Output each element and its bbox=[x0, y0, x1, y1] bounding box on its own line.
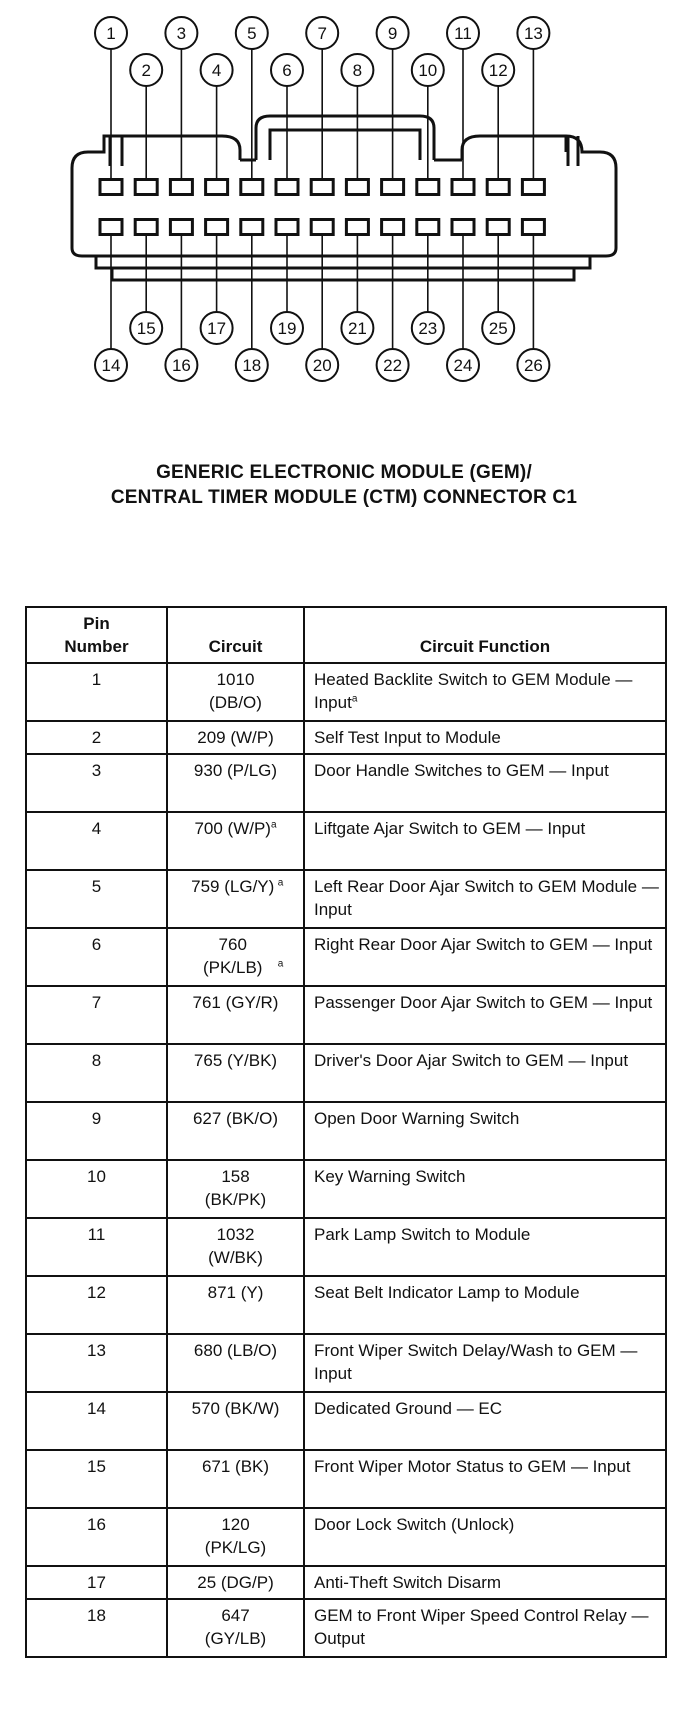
circuit-cell bbox=[167, 1044, 304, 1102]
pin-number-cell bbox=[26, 1218, 167, 1276]
pin-slot-21 bbox=[346, 220, 368, 235]
circuit-id: 627 (BK/O) bbox=[192, 1109, 279, 1128]
table-row bbox=[26, 1102, 666, 1160]
circuit-cell bbox=[167, 721, 304, 754]
callout-label: 23 bbox=[418, 319, 438, 338]
circuit-function-cell bbox=[304, 1508, 666, 1566]
circuit-cell bbox=[167, 1392, 304, 1450]
top-callout-1 bbox=[95, 17, 127, 49]
pin-number-cell bbox=[26, 1599, 167, 1657]
pin-number-cell bbox=[26, 721, 167, 754]
pin-number: 14 bbox=[87, 1399, 106, 1418]
circuit-function-cell bbox=[304, 1276, 666, 1334]
header-circuit-function: Circuit Function bbox=[304, 607, 666, 663]
header-circuit: Circuit bbox=[167, 607, 304, 663]
callout-label: 11 bbox=[454, 24, 472, 43]
circuit-function-cell bbox=[304, 754, 666, 812]
pin-number: 13 bbox=[87, 1341, 106, 1360]
circuit-function-cell bbox=[304, 1450, 666, 1508]
callout-label: 25 bbox=[488, 319, 508, 338]
table-row bbox=[26, 754, 666, 812]
diagram-caption-line1: GENERIC ELECTRONIC MODULE (GEM)/ bbox=[156, 462, 532, 483]
circuit-id: 680 (LB/O) bbox=[193, 1341, 278, 1360]
pin-slot-15 bbox=[135, 220, 157, 235]
circuit-cell bbox=[167, 870, 304, 928]
pin-number: 17 bbox=[87, 1573, 106, 1592]
circuit-function: Key Warning Switch bbox=[314, 1167, 466, 1186]
circuit-id: 671 (BK) bbox=[201, 1457, 270, 1476]
callout-label: 20 bbox=[312, 356, 332, 375]
circuit-function-cell bbox=[304, 1044, 666, 1102]
pin-slot-3 bbox=[170, 180, 192, 195]
pin-slot-1 bbox=[100, 180, 122, 195]
connector-diagram bbox=[0, 0, 688, 420]
circuit-id: 700 (W/P) bbox=[194, 819, 271, 838]
circuit-function-cell bbox=[304, 870, 666, 928]
pin-number-cell bbox=[26, 1392, 167, 1450]
bottom-callout-20 bbox=[306, 349, 338, 381]
circuit-cell bbox=[167, 812, 304, 870]
circuit-function: Door Handle Switches to GEM — Input bbox=[314, 761, 609, 780]
pin-number: 6 bbox=[91, 935, 102, 954]
callout-label: 12 bbox=[488, 61, 508, 80]
pin-number-cell bbox=[26, 870, 167, 928]
circuit-id: 209 (W/P) bbox=[197, 728, 274, 747]
circuit-id: 761 (GY/R) bbox=[192, 993, 279, 1012]
table-row bbox=[26, 1160, 666, 1218]
pin-slot-25 bbox=[487, 220, 509, 235]
circuit-cell bbox=[167, 754, 304, 812]
callout-label: 4 bbox=[211, 61, 222, 80]
top-callout-2 bbox=[130, 54, 162, 86]
bottom-callout-16 bbox=[165, 349, 197, 381]
table-row bbox=[26, 1218, 666, 1276]
circuit-function-cell bbox=[304, 812, 666, 870]
callout-label: 9 bbox=[387, 24, 398, 43]
circuit-function: Front Wiper Switch Delay/Wash to GEM — Input bbox=[314, 1341, 638, 1383]
bottom-callout-25 bbox=[482, 312, 514, 344]
pin-number-cell bbox=[26, 812, 167, 870]
footnote-marker: a bbox=[277, 958, 284, 970]
pin-number: 11 bbox=[87, 1225, 106, 1244]
pin-number: 9 bbox=[91, 1109, 102, 1128]
pin-slot-19 bbox=[276, 220, 298, 235]
pin-number: 8 bbox=[91, 1051, 102, 1070]
top-callout-9 bbox=[377, 17, 409, 49]
pinout-table bbox=[25, 606, 667, 1658]
pin-slot-13 bbox=[522, 180, 544, 195]
pin-number: 4 bbox=[91, 819, 102, 838]
circuit-function-cell bbox=[304, 1218, 666, 1276]
pin-slot-7 bbox=[311, 180, 333, 195]
pin-number-cell bbox=[26, 1450, 167, 1508]
callout-label: 6 bbox=[282, 61, 292, 80]
callout-label: 13 bbox=[523, 24, 543, 43]
pin-slot-20 bbox=[311, 220, 333, 235]
callout-label: 8 bbox=[352, 61, 363, 80]
table-row bbox=[26, 1392, 666, 1450]
circuit-function-cell bbox=[304, 1392, 666, 1450]
top-callout-8 bbox=[341, 54, 373, 86]
pin-slot-4 bbox=[206, 180, 228, 195]
callout-label: 17 bbox=[207, 319, 227, 338]
pin-number-cell bbox=[26, 1160, 167, 1218]
circuit-id: 930 (P/LG) bbox=[193, 761, 278, 780]
circuit-function-cell bbox=[304, 1334, 666, 1392]
circuit-function: Driver's Door Ajar Switch to GEM — Input bbox=[314, 1051, 629, 1070]
footnote-marker: a bbox=[270, 819, 277, 831]
pin-slot-17 bbox=[206, 220, 228, 235]
table-row bbox=[26, 1599, 666, 1657]
pin-slot-16 bbox=[170, 220, 192, 235]
callout-label: 14 bbox=[101, 356, 121, 375]
callout-label: 1 bbox=[106, 24, 116, 43]
circuit-id: 570 (BK/W) bbox=[191, 1399, 280, 1418]
circuit-function: Open Door Warning Switch bbox=[314, 1109, 520, 1128]
table-row bbox=[26, 1334, 666, 1392]
callout-label: 21 bbox=[347, 319, 367, 338]
pin-number-cell bbox=[26, 1334, 167, 1392]
pin-slot-2 bbox=[135, 180, 157, 195]
bottom-callout-14 bbox=[95, 349, 127, 381]
circuit-function: Passenger Door Ajar Switch to GEM — Input bbox=[314, 993, 653, 1012]
circuit-function-cell bbox=[304, 663, 666, 721]
callout-label: 26 bbox=[523, 356, 543, 375]
circuit-function: Heated Backlite Switch to GEM Module — Input bbox=[314, 670, 633, 712]
pin-slot-11 bbox=[452, 180, 474, 195]
circuit-function-cell bbox=[304, 986, 666, 1044]
pin-slot-5 bbox=[241, 180, 263, 195]
callout-label: 19 bbox=[277, 319, 297, 338]
pin-number: 7 bbox=[91, 993, 102, 1012]
table-row bbox=[26, 1566, 666, 1599]
circuit-function: Door Lock Switch (Unlock) bbox=[314, 1515, 515, 1534]
header-pin-number-label: Pin Number bbox=[64, 614, 129, 656]
callout-label: 10 bbox=[418, 61, 438, 80]
circuit-function: Dedicated Ground — EC bbox=[314, 1399, 503, 1418]
header-pin-number bbox=[26, 607, 167, 663]
pin-number: 18 bbox=[87, 1606, 106, 1625]
footnote-marker: a bbox=[277, 877, 284, 889]
top-callout-11 bbox=[447, 17, 479, 49]
circuit-function: GEM to Front Wiper Speed Control Relay — Output bbox=[314, 1606, 649, 1648]
pin-slot-18 bbox=[241, 220, 263, 235]
callout-label: 5 bbox=[247, 24, 257, 43]
bottom-callout-15 bbox=[130, 312, 162, 344]
bottom-callout-22 bbox=[377, 349, 409, 381]
pin-number: 10 bbox=[87, 1167, 106, 1186]
top-callout-6 bbox=[271, 54, 303, 86]
callout-label: 16 bbox=[171, 356, 191, 375]
pin-number: 2 bbox=[91, 728, 102, 747]
pin-slot-6 bbox=[276, 180, 298, 195]
pin-slot-9 bbox=[382, 180, 404, 195]
circuit-function: Park Lamp Switch to Module bbox=[314, 1225, 531, 1244]
pin-slot-10 bbox=[417, 180, 439, 195]
circuit-id: 759 (LG/Y) bbox=[191, 877, 275, 896]
circuit-id: 158 (BK/PK) bbox=[204, 1167, 267, 1209]
pin-slot-22 bbox=[382, 220, 404, 235]
circuit-cell bbox=[167, 1218, 304, 1276]
bottom-callout-17 bbox=[201, 312, 233, 344]
circuit-cell bbox=[167, 1599, 304, 1657]
table-row bbox=[26, 1276, 666, 1334]
circuit-function: Front Wiper Motor Status to GEM — Input bbox=[314, 1457, 631, 1476]
pin-slot-14 bbox=[100, 220, 122, 235]
top-callout-12 bbox=[482, 54, 514, 86]
pin-slot-26 bbox=[522, 220, 544, 235]
pin-slot-24 bbox=[452, 220, 474, 235]
circuit-cell bbox=[167, 1508, 304, 1566]
circuit-function-cell bbox=[304, 1566, 666, 1599]
bottom-callout-23 bbox=[412, 312, 444, 344]
table-row bbox=[26, 870, 666, 928]
bottom-callout-26 bbox=[517, 349, 549, 381]
top-callout-10 bbox=[412, 54, 444, 86]
circuit-cell bbox=[167, 663, 304, 721]
pin-number-cell bbox=[26, 1044, 167, 1102]
pin-number-cell bbox=[26, 663, 167, 721]
pin-number: 16 bbox=[87, 1515, 106, 1534]
top-callout-4 bbox=[201, 54, 233, 86]
table-header-row bbox=[26, 607, 666, 663]
table-row bbox=[26, 663, 666, 721]
circuit-id: 25 (DG/P) bbox=[197, 1573, 274, 1592]
circuit-id: 760 (PK/LB) bbox=[202, 935, 263, 977]
pin-slot-8 bbox=[346, 180, 368, 195]
table-row bbox=[26, 812, 666, 870]
callout-label: 3 bbox=[176, 24, 187, 43]
table-row bbox=[26, 1450, 666, 1508]
top-callout-13 bbox=[517, 17, 549, 49]
circuit-cell bbox=[167, 986, 304, 1044]
top-callout-3 bbox=[165, 17, 197, 49]
pin-number: 5 bbox=[91, 877, 102, 896]
pin-number-cell bbox=[26, 928, 167, 986]
circuit-id: 765 (Y/BK) bbox=[193, 1051, 278, 1070]
circuit-cell bbox=[167, 1102, 304, 1160]
pin-number-cell bbox=[26, 1566, 167, 1599]
pin-number-cell bbox=[26, 986, 167, 1044]
pin-number-cell bbox=[26, 1508, 167, 1566]
circuit-id: 871 (Y) bbox=[207, 1283, 264, 1302]
callout-label: 18 bbox=[242, 356, 262, 375]
table-row bbox=[26, 1044, 666, 1102]
circuit-cell bbox=[167, 1566, 304, 1599]
bottom-callout-19 bbox=[271, 312, 303, 344]
circuit-function-cell bbox=[304, 928, 666, 986]
callout-label: 24 bbox=[453, 356, 473, 375]
table-row bbox=[26, 1508, 666, 1566]
connector-housing bbox=[72, 116, 616, 280]
table-row bbox=[26, 928, 666, 986]
callout-label: 7 bbox=[317, 24, 327, 43]
top-callout-5 bbox=[236, 17, 268, 49]
pin-number-cell bbox=[26, 1276, 167, 1334]
pin-number-cell bbox=[26, 1102, 167, 1160]
circuit-cell bbox=[167, 1334, 304, 1392]
circuit-function: Right Rear Door Ajar Switch to GEM — Input bbox=[314, 935, 653, 954]
circuit-id: 647 (GY/LB) bbox=[204, 1606, 267, 1648]
circuit-cell bbox=[167, 928, 304, 986]
circuit-id: 1032 (W/BK) bbox=[208, 1225, 263, 1267]
pin-number: 12 bbox=[87, 1283, 106, 1302]
circuit-function: Seat Belt Indicator Lamp to Module bbox=[314, 1283, 580, 1302]
bottom-callout-21 bbox=[341, 312, 373, 344]
callout-label: 22 bbox=[383, 356, 403, 375]
pin-number: 15 bbox=[87, 1457, 106, 1476]
pin-number: 3 bbox=[91, 761, 102, 780]
circuit-function-cell bbox=[304, 1102, 666, 1160]
table-row bbox=[26, 986, 666, 1044]
bottom-callout-18 bbox=[236, 349, 268, 381]
circuit-cell bbox=[167, 1160, 304, 1218]
bottom-callout-24 bbox=[447, 349, 479, 381]
pin-slot-23 bbox=[417, 220, 439, 235]
circuit-function-cell bbox=[304, 1160, 666, 1218]
footnote-marker: a bbox=[351, 693, 358, 705]
circuit-cell bbox=[167, 1276, 304, 1334]
circuit-function: Self Test Input to Module bbox=[314, 728, 501, 747]
pin-slot-12 bbox=[487, 180, 509, 195]
circuit-id: 120 (PK/LG) bbox=[204, 1515, 267, 1557]
circuit-function: Anti-Theft Switch Disarm bbox=[314, 1573, 502, 1592]
circuit-function-cell bbox=[304, 1599, 666, 1657]
pin-number-cell bbox=[26, 754, 167, 812]
circuit-cell bbox=[167, 1450, 304, 1508]
circuit-function: Left Rear Door Ajar Switch to GEM Module — Input bbox=[314, 877, 659, 919]
pin-number: 1 bbox=[91, 670, 102, 689]
circuit-function-cell bbox=[304, 721, 666, 754]
circuit-function: Liftgate Ajar Switch to GEM — Input bbox=[314, 819, 586, 838]
callout-label: 2 bbox=[141, 61, 151, 80]
callout-label: 15 bbox=[136, 319, 156, 338]
circuit-id: 1010 (DB/O) bbox=[209, 670, 262, 712]
diagram-caption-line2: CENTRAL TIMER MODULE (CTM) CONNECTOR C1 bbox=[110, 487, 578, 508]
table-row bbox=[26, 721, 666, 754]
top-callout-7 bbox=[306, 17, 338, 49]
